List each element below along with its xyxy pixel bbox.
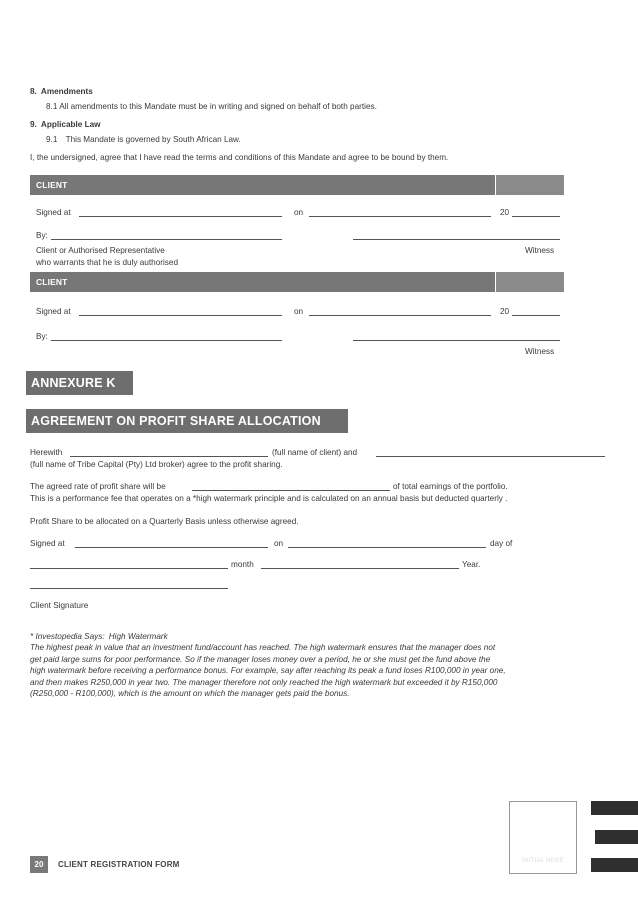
year-line[interactable] — [512, 315, 560, 316]
applicable-law-text: 9.1 This Mandate is governed by South African Law. — [46, 135, 241, 144]
initial-here-label: INITIAL HERE — [521, 858, 565, 864]
note-line: (R250,000 - R100,000), which is the amount on which the manager gets paid the bonus. — [30, 689, 350, 698]
signed-at-label: Signed at — [36, 307, 71, 316]
client-signature-line[interactable] — [30, 588, 228, 589]
client-bar-label: CLIENT — [36, 277, 68, 287]
by-label: By: — [36, 231, 48, 240]
note-line: and then makes R250,000 in year two. The manager therefore not only reached the high watermark but exceeded it by R150,000 — [30, 678, 498, 687]
footer-form-label: CLIENT REGISTRATION FORM — [58, 860, 180, 869]
note-line: high watermark before receiving a performance bonus. For example, say after reaching its peak a fund loses R100,000 in year one, — [30, 666, 506, 675]
fee-description: This is a performance fee that operates on a *high watermark principle and is calculated on an annual basis but deducted quarterly . — [30, 494, 508, 503]
day-of-label: day of — [490, 539, 513, 548]
bar-notch — [495, 175, 564, 195]
client-signature-label: Client Signature — [30, 601, 89, 610]
witness-label: Witness — [525, 347, 555, 356]
full-name-client-label: (full name of client) and — [272, 448, 358, 457]
client-bar-label: CLIENT — [36, 180, 68, 190]
year-label: Year. — [462, 560, 481, 569]
quarterly-basis-text: Profit Share to be allocated on a Quarterly Basis unless otherwise agreed. — [30, 517, 299, 526]
annexure-banner — [26, 371, 133, 395]
note-line: get paid large sums for poor performance. So if the manager loses money over a period, he or she must get the fund above the — [30, 655, 491, 664]
signed-at-label: Signed at — [30, 539, 65, 548]
witness-label: Witness — [525, 246, 555, 255]
witness-line[interactable] — [353, 340, 560, 341]
edge-tab-bar — [595, 830, 638, 844]
broker-name-line[interactable] — [376, 456, 605, 457]
note-line: The highest peak in value that an investment fund/account has reached. The high watermark ensures that the manager does not — [30, 643, 496, 652]
amendments-text: 8.1 All amendments to this Mandate must be in writing and signed on behalf of both parties. — [46, 102, 377, 111]
client-rep-label-2: who warrants that he is duly authorised — [36, 258, 178, 267]
date-line[interactable] — [309, 216, 491, 217]
amendments-heading: 8. Amendments — [30, 87, 93, 96]
by-line[interactable] — [51, 239, 282, 240]
signed-at-line[interactable] — [75, 547, 268, 548]
client-bar-2 — [30, 272, 564, 292]
annexure-label: ANNEXURE K — [31, 376, 116, 390]
applicable-law-heading: 9. Applicable Law — [30, 120, 101, 129]
rate-line[interactable] — [192, 490, 390, 491]
signed-at-label: Signed at — [36, 208, 71, 217]
client-name-line[interactable] — [70, 456, 268, 457]
client-bar-1 — [30, 175, 564, 195]
note-title: * Investopedia Says: High Watermark — [30, 632, 168, 641]
page-number: 20 — [34, 860, 44, 869]
edge-tab-bar — [591, 801, 638, 815]
agreement-statement: I, the undersigned, agree that I have read the terms and conditions of this Mandate and agree to be bound by them. — [30, 153, 449, 162]
year-prefix: 20 — [500, 208, 510, 217]
month-line[interactable] — [261, 568, 459, 569]
page-number-badge — [30, 856, 48, 873]
year-prefix: 20 — [500, 307, 510, 316]
herewith-label: Herewith — [30, 448, 63, 457]
bar-notch — [495, 272, 564, 292]
year-line[interactable] — [512, 216, 560, 217]
agreement-title-banner — [26, 409, 348, 433]
month-label: month — [231, 560, 254, 569]
signed-at-line[interactable] — [79, 216, 282, 217]
on-label: on — [274, 539, 284, 548]
on-label: on — [294, 307, 304, 316]
date-line[interactable] — [309, 315, 491, 316]
full-name-broker-label: (full name of Tribe Capital (Pty) Ltd broker) agree to the profit sharing. — [30, 460, 283, 469]
by-label: By: — [36, 332, 48, 341]
day-line[interactable] — [30, 568, 228, 569]
witness-line[interactable] — [353, 239, 560, 240]
agreement-title: AGREEMENT ON PROFIT SHARE ALLOCATION — [31, 414, 321, 428]
by-line[interactable] — [51, 340, 282, 341]
client-rep-label: Client or Authorised Representative — [36, 246, 165, 255]
rate-label: The agreed rate of profit share will be — [30, 482, 166, 491]
date-line[interactable] — [288, 547, 486, 548]
signed-at-line[interactable] — [79, 315, 282, 316]
rate-suffix: of total earnings of the portfolio. — [393, 482, 508, 491]
on-label: on — [294, 208, 304, 217]
edge-tab-bar — [591, 858, 638, 872]
